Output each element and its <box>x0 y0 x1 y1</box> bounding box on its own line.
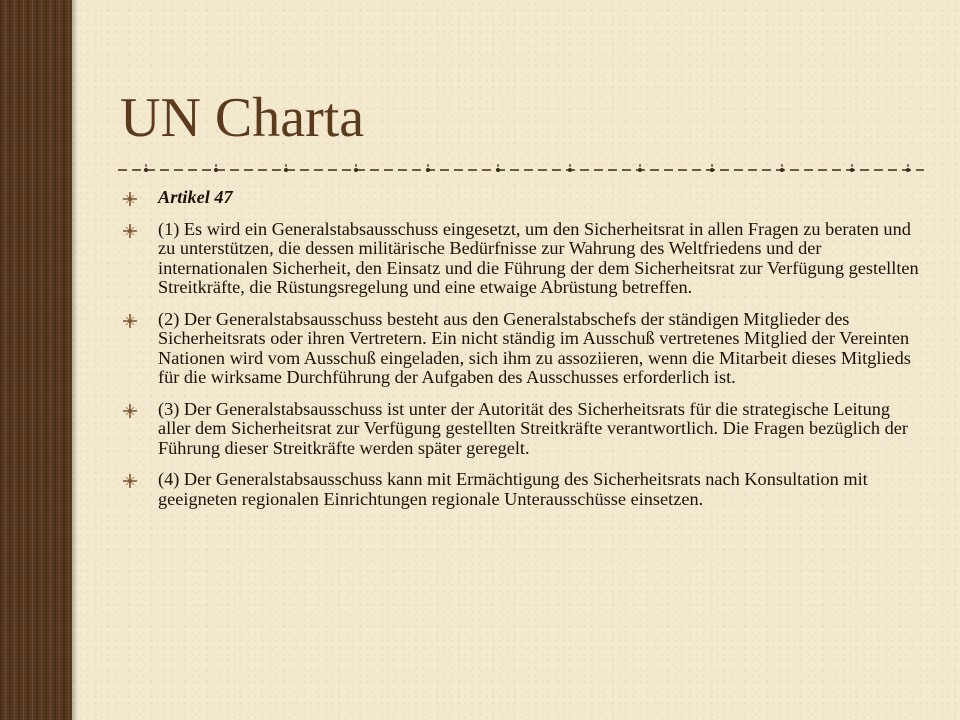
list-item <box>122 220 922 298</box>
paragraph-4: (4) Der Generalstabsausschuss kann mit Ermächtigung des Sicherheitsrats nach Konsultation mit geeigneten regionalen Einrichtungen regionale Unterausschüsse einsetzen. <box>158 469 868 509</box>
slide-title: UN Charta <box>120 87 365 149</box>
decorative-wood-band <box>0 0 72 720</box>
paragraph-2: (2) Der Generalstabsausschuss besteht aus den Generalstabschefs der ständigen Mitglieder des Sicherheitsrats oder ihren Vertretern. Ein nicht ständig im Ausschuß vertretenes Mitglied der Vereinten Nationen wird vom Ausschuß eingeladen, sich ihm zu assoziieren, wenn die Mitarbeit dieses Mitglieds für die wirksame Durchführung der Aufgaben des Ausschusses erforderlich ist. <box>158 308 911 387</box>
list-item-heading <box>122 188 922 208</box>
divider-ticks <box>146 164 908 167</box>
list-item <box>122 400 922 459</box>
cross-flourish-icon <box>122 191 138 207</box>
article-heading: Artikel 47 <box>158 187 233 207</box>
list-item <box>122 310 922 388</box>
paragraph-1: (1) Es wird ein Generalstabsausschuss eingesetzt, um den Sicherheitsrat in allen Fragen zu beraten und zu unterstützen, die dessen militärische Bedürfnisse zur Wahrung des Weltfriedens und der internationalen Sicherheit, den Einsatz und die Führung der dem Sicherheitsrat zur Verfügung gestellten Streitkräfte, die Rüstungsregelung und eine etwaige Abrüstung betreffen. <box>158 218 919 297</box>
list-item <box>122 470 922 509</box>
cross-flourish-icon <box>122 473 138 489</box>
paragraph-3: (3) Der Generalstabsausschuss ist unter der Autorität des Sicherheitsrats für die strategische Leitung aller dem Sicherheitsrat zur Verfügung gestellten Streitkräfte verantwortlich. Die Fragen bezüglich der Führung dieser Streitkräfte werden später geregelt. <box>158 398 908 458</box>
cross-flourish-icon <box>122 313 138 329</box>
cross-flourish-icon <box>122 403 138 419</box>
dashed-divider-line <box>118 160 924 180</box>
cross-flourish-icon <box>122 223 138 239</box>
slide-body <box>122 188 922 521</box>
